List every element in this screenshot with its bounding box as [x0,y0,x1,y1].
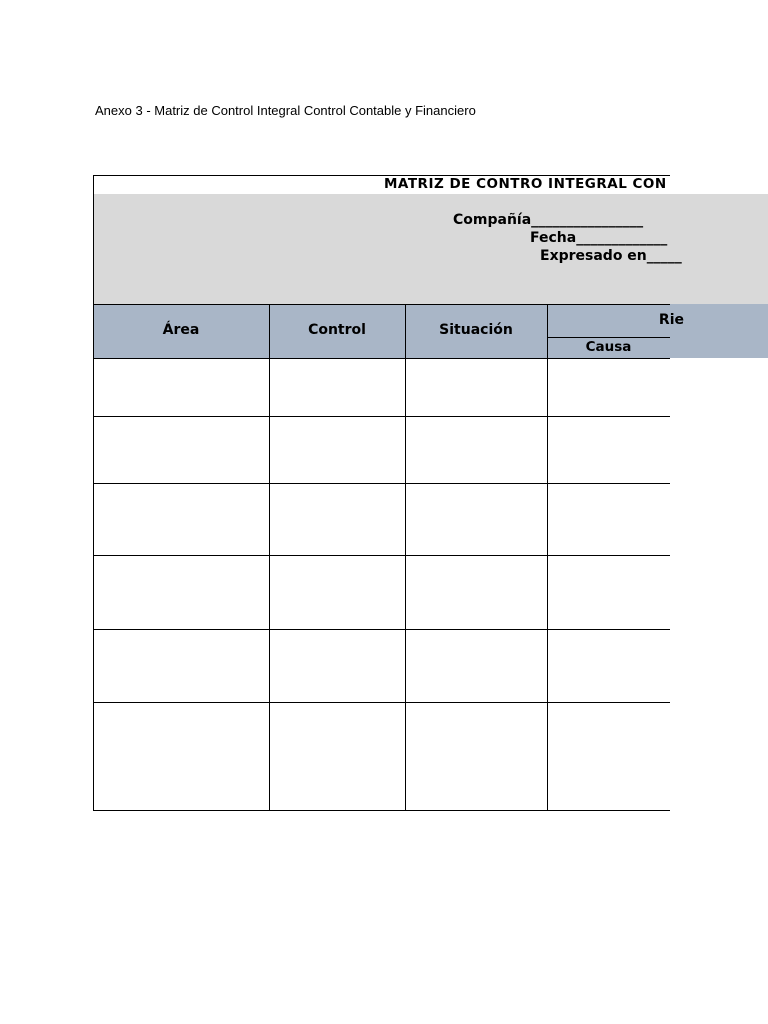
row-border [93,810,670,811]
column-header-riesgo [547,312,684,328]
header-top-border [93,304,670,305]
matrix-title: MATRIZ DE CONTRO INTEGRAL CON [384,176,667,192]
date-field: Fecha_____________ [530,230,668,246]
column-header-riesgo-text: Rie [658,312,684,328]
table-row [93,416,670,483]
table-row [93,629,670,702]
table-row [93,555,670,629]
column-header-control: Control [308,322,366,338]
table-row [93,483,670,555]
table-row [93,702,670,810]
column-header-causa: Causa [585,339,632,355]
column-header-area: Área [162,322,200,338]
document-caption: Anexo 3 - Matriz de Control Integral Control Contable y Financiero [95,103,476,118]
currency-unit-field: Expresado en_____ [540,248,682,264]
column-header-situacion: Situación [439,322,513,338]
company-field: Compañía________________ [453,212,644,228]
table-row [93,358,670,416]
